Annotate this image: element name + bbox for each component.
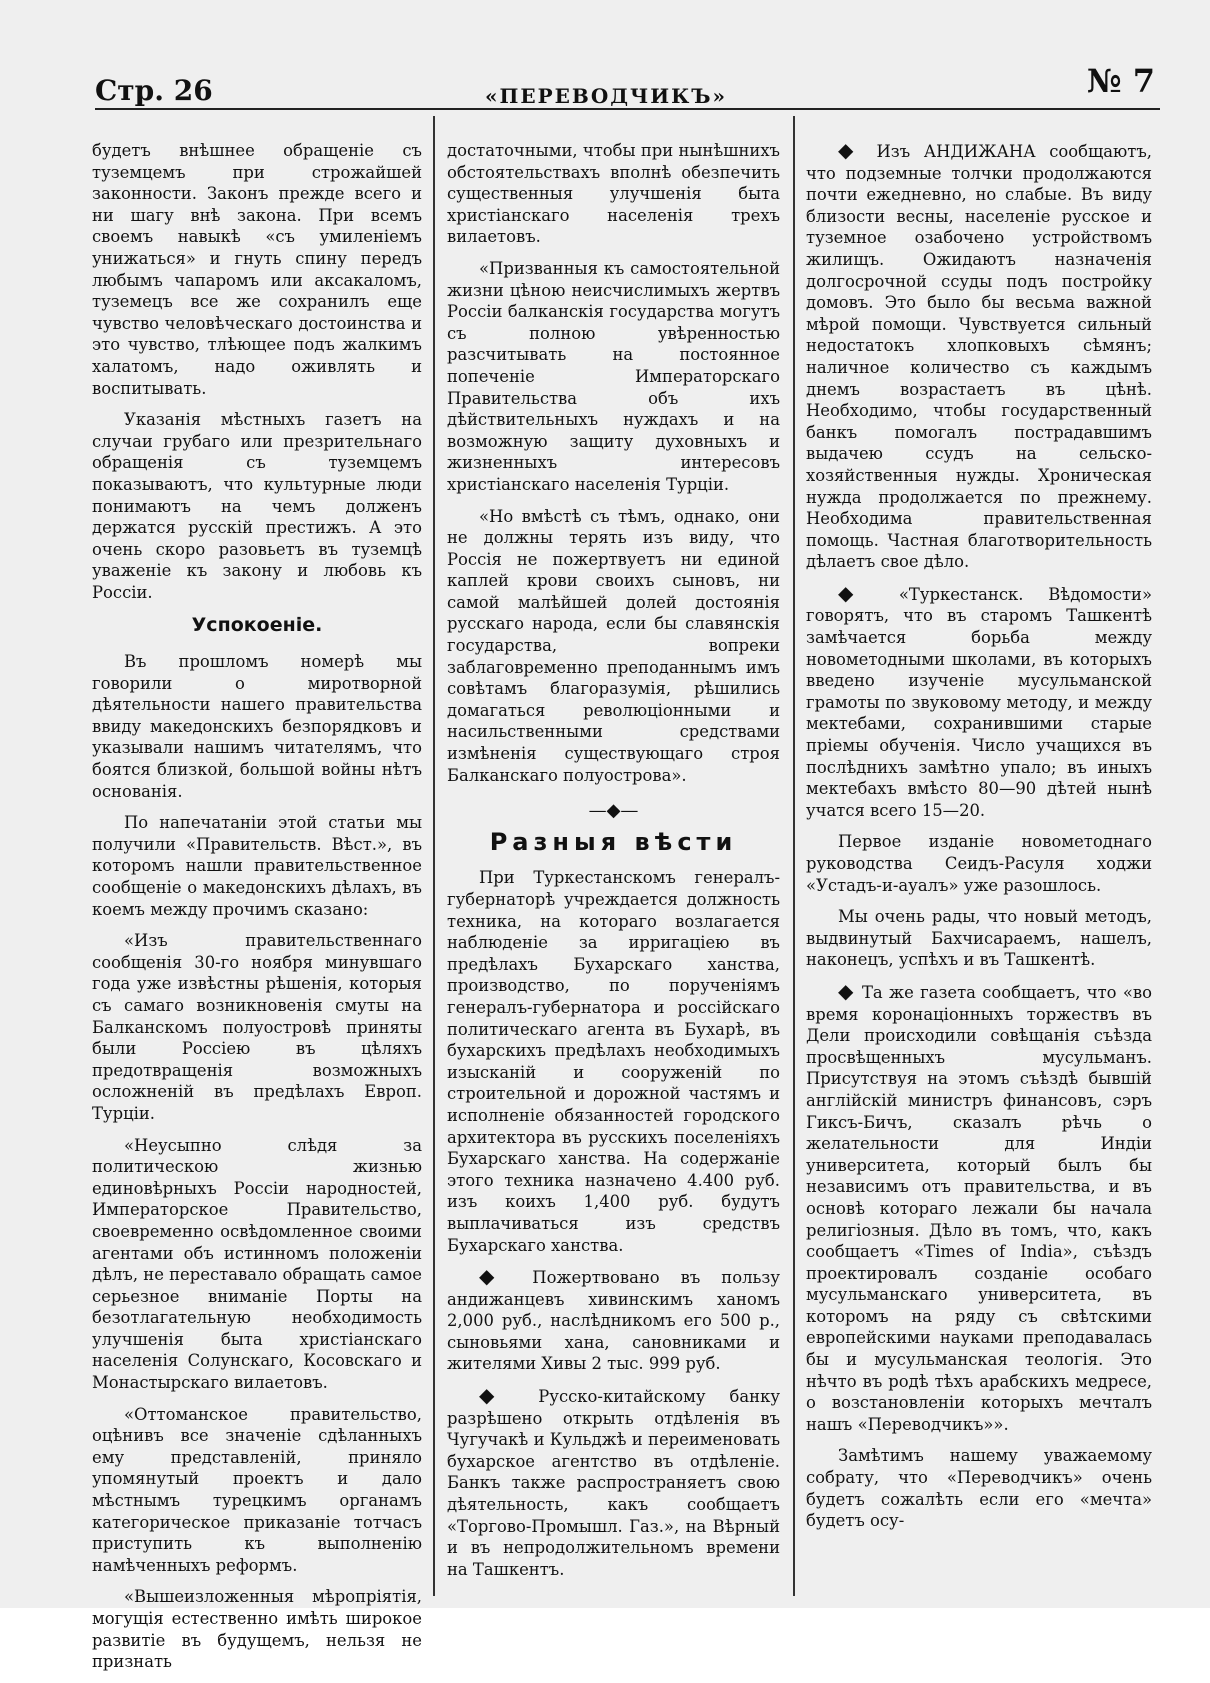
diamond-bullet-icon: ◆ (838, 138, 877, 162)
col2-news-item: ◆ Русско-китайскому банку разрѣшено открыть отдѣленія въ Чугучакѣ и Кульджѣ и переименовать бухарское агентство въ отдѣленіе. Банкъ также распространяетъ свою дѣятельность, какъ сообщаетъ «Торгово-Промышл. Газ.», на Вѣрный и въ непродолжительномъ времени на Ташкентъ. (447, 1383, 780, 1579)
column-rule-2 (793, 116, 795, 1596)
col1-paragraph: Указанія мѣстныхъ газетъ на случаи грубаго или презрительнаго обращенія съ туземцемъ показываютъ, что культурные люди понимаютъ на чемъ долженъ держатся русскій престижъ. А это очень скоро разовьетъ въ туземцѣ уваженіе къ закону и любовь къ Россіи. (92, 410, 422, 602)
col1-paragraph: По напечатаніи этой статьи мы получили «Правительств. Вѣст.», въ которомъ нашли правительственное сообщеніе о македонскихъ дѣлахъ, въ коемъ между прочимъ сказано: (92, 813, 422, 919)
col2-news-item: ◆ Пожертвовано въ пользу андижанцевъ хивинскимъ ханомъ 2,000 руб., наслѣдникомъ его 500 р., сыновьями хана, сановниками и жителями Хивы 2 тыс. 999 руб. (447, 1264, 780, 1374)
col3-news-item: ◆ Та же газета сообщаетъ, что «во время коронаціонныхъ торжествъ въ Дели происходили совѣщанія съѣзда просвѣщенныхъ мусульманъ. Присутствуя на этомъ съѣздѣ бывшій англійскій министръ финансовъ, сэръ Гиксъ-Бичъ, сказалъ рѣчь о желательности для Индіи университета, который былъ бы независимъ отъ правительства, и въ основѣ котораго лежали бы начала религіозныя. Дѣло въ томъ, что, какъ сообщаетъ «Times of India», съѣздъ проектировалъ созданіе особаго мусульманскаго университета, въ которомъ на ряду съ свѣтскими европейскими науками преподавалась бы и мусульманская теологія. Это нѣчто въ родѣ тѣхъ арабскихъ медресе, о возстановленіи которыхъ мечталъ нашъ «Переводчикъ»». (806, 978, 1152, 1434)
column-rule-1 (433, 116, 435, 1596)
col1-paragraph: «Неусыпно слѣдя за политическою жизнью единовѣрныхъ Россіи народностей, Императорское Правительство, своевременно освѣдомленное своими агентами объ истинномъ положеніи дѣлъ, не переставало обращать самое серьезное вниманіе Порты на безотлагательную необходимость улучшенія быта христіанскаго населенія Солунскаго, Косовскаго и Монастырскаго вилаетовъ. (92, 1135, 422, 1393)
col1-paragraph: Въ прошломъ номерѣ мы говорили о миротворной дѣятельности нашего правительства ввиду македонскихъ безпорядковъ и указывали нашимъ читателямъ, что боятся близкой, большой войны нѣтъ основанія. (92, 652, 422, 801)
diamond-bullet-icon: ◆ (838, 580, 899, 605)
column-2 (447, 140, 780, 1590)
col1-paragraph: «Изъ правительственнаго сообщенія 30-го ноября минувшаго года уже извѣстны рѣшенія, которыя съ самаго возникновенія смуты на Балканскомъ полуостровѣ приняты были Россіею въ цѣляхъ предотвращенія возможныхъ осложненій въ предѣлахъ Европ. Турціи. (92, 931, 422, 1123)
newspaper-title: «ПЕРЕВОДЧИКЪ» (485, 84, 728, 108)
col3-news-item: ◆ «Туркестанск. Вѣдомости» говорятъ, что въ старомъ Ташкентѣ замѣчается борьба между новометодными школами, въ которыхъ введено изученіе мусульманской грамоты по звуковому методу, и между мектебами, сохранившими старые пріемы обученія. Число учащихся въ послѣднихъ замѣтно упало; въ иныхъ мектебахъ вмѣсто 80—90 дѣтей нынѣ учатся всего 15—20. (806, 580, 1152, 820)
section-heading-uspokoenie: Успокоеніе. (191, 614, 323, 637)
column-3 (806, 140, 1152, 1542)
col1-paragraph: «Вышеизложенныя мѣропріятія, могущія естественно имѣть широкое развитіе въ будущемъ, нельзя не признать (92, 1587, 422, 1672)
col2-paragraph: «Призванныя къ самостоятельной жизни цѣною неисчислимыхъ жертвъ Россіи балканскія государства могутъ съ полною увѣренностью разсчитывать на постоянное попеченіе Императорскаго Правительства объ ихъ дѣйствительныхъ нуждахъ и на возможную защиту духовныхъ и жизненныхъ интересовъ христіанскаго населенія Турціи. (447, 258, 780, 494)
section-heading-raznyya-vesti: Разныя вѣсти (489, 827, 738, 856)
col2-paragraph: достаточными, чтобы при нынѣшнихъ обстоятельствахъ вполнѣ обезпечить существенныя улучшенія быта христіанскаго населенія трехъ вилаетовъ. (447, 141, 780, 247)
column-1 (92, 140, 422, 1683)
section-divider: —◆— (588, 800, 639, 822)
page-header (95, 62, 1155, 110)
diamond-bullet-icon: ◆ (479, 1264, 533, 1289)
col3-news-item: ◆ Изъ АНДИЖАНА сообщаютъ, что подземные толчки продолжаются почти ежедневно, но слабые. Въ виду близости весны, населеніе русское и туземное озабочено устройствомъ жилищъ. Ожидаютъ назначенія долгосрочной ссуды подъ постройку домовъ. Это было бы весьма важной мѣрой помощи. Чувствуется сильный недостатокъ хлопковыхъ сѣмянъ; наличное количество съ каждымъ днемъ возрастаетъ въ цѣнѣ. Необходимо, чтобы государственный банкъ помогалъ пострадавшимъ выдачею ссудъ на сельско-хозяйственныя нужды. Хроническая нужда продолжается по прежнему. Необходима правительственная помощь. Частная благотворительность дѣлаетъ свое дѣло. (806, 138, 1152, 572)
col1-paragraph: будетъ внѣшнее обращеніе съ туземцемъ при строжайшей законности. Законъ прежде всего и ни шагу внѣ закона. При всемъ своемъ навыкѣ «съ умиленіемъ унижаться» и гнуть спину передъ любымъ чапаромъ или аксакаломъ, туземецъ все же сохранилъ еще чувство человѣческаго достоинства и это чувство, тлѣющее подъ жалкимъ халатомъ, надо оживлять и воспитывать. (92, 141, 422, 398)
col1-paragraph: «Оттоманское правительство, оцѣнивъ все значеніе сдѣланныхъ ему представленій, приняло упомянутый проектъ и дало мѣстнымъ турецкимъ органамъ категорическое приказаніе тотчасъ приступить къ выполненію намѣченныхъ реформъ. (92, 1404, 422, 1575)
header-rule (95, 108, 1160, 110)
col3-paragraph: Замѣтимъ нашему уважаемому собрату, что «Переводчикъ» очень будетъ сожалѣть если его «мечта» будетъ осу- (806, 1446, 1152, 1531)
page-number: Стр. 26 (95, 74, 213, 107)
issue-number: № 7 (1086, 62, 1155, 100)
col2-paragraph: При Туркестанскомъ генералъ-губернаторѣ учреждается должность техника, на котораго возлагается наблюденіе за ирригаціею въ предѣлахъ Бухарскаго ханства, производство, по порученіямъ генералъ-губернатора и россійскаго политическаго агента въ Бухарѣ, въ бухарскихъ предѣлахъ необходимыхъ изысканій и сооруженій по строительной и дорожной частямъ и исполненіе обязанностей городского архитектора въ русскихъ поселеніяхъ Бухарскаго ханства. На содержаніе этого техника назначено 4.400 руб. изъ коихъ 1,400 руб. будутъ выплачиваться изъ средствъ Бухарскаго ханства. (447, 868, 780, 1255)
col3-paragraph: Мы очень рады, что новый методъ, выдвинутый Бахчисараемъ, нашелъ, наконецъ, успѣхъ и въ Ташкентѣ. (806, 907, 1152, 970)
diamond-bullet-icon: ◆ (838, 978, 862, 1003)
col2-paragraph: «Но вмѣстѣ съ тѣмъ, однако, они не должны терять изъ виду, что Россія не пожертвуетъ ни единой каплей крови своихъ сыновъ, ни самой малѣйшей долей достоянія русскаго народа, если бы славянскія государства, вопреки заблаговременно преподаннымъ имъ совѣтамъ благоразумія, рѣшились домагаться революціонными и насильственными средствами измѣненія существующаго строя Балканскаго полуострова». (447, 506, 780, 785)
col3-paragraph: Первое изданіе новометоднаго руководства Сеидъ-Расуля ходжи «Устадъ-и-ауалъ» уже разошлось. (806, 832, 1152, 895)
diamond-bullet-icon: ◆ (479, 1383, 539, 1408)
